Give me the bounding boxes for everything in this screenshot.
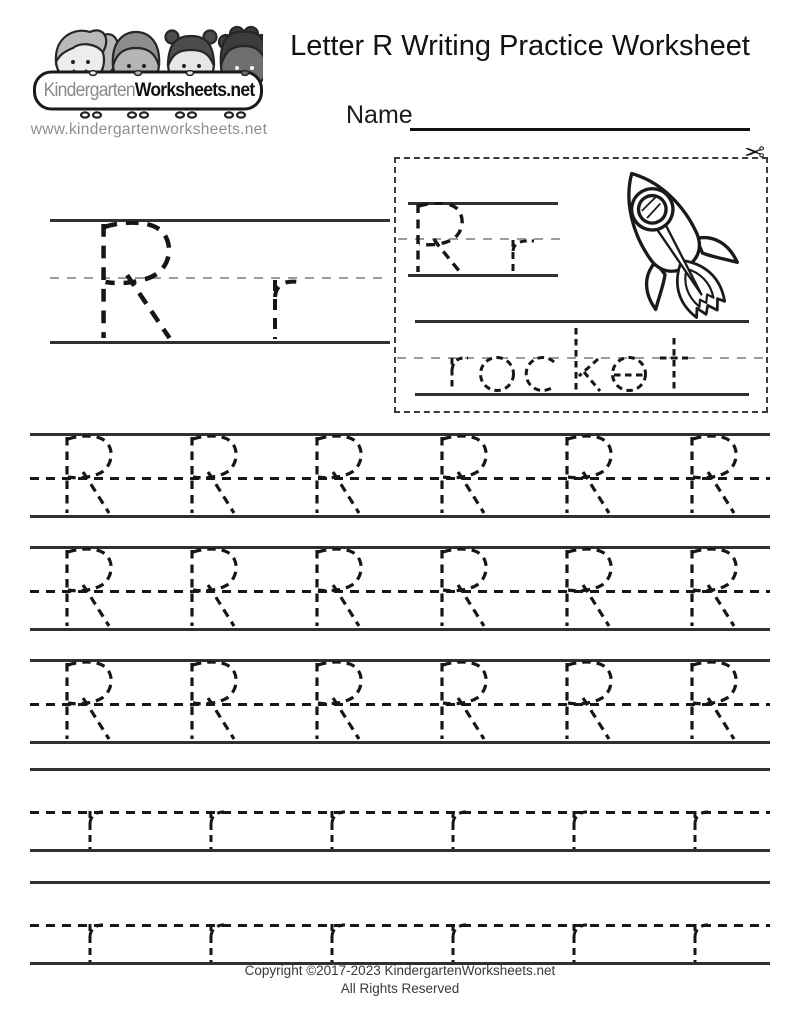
logo-url-text: www.kindergartenworksheets.net <box>30 121 268 138</box>
trace-letter-R <box>182 548 246 628</box>
trace-letter-r <box>81 922 121 963</box>
uppercase-practice-row <box>30 659 770 744</box>
trace-letter-R <box>557 548 621 628</box>
lowercase-practice-row <box>30 768 770 852</box>
trace-letter-r <box>452 358 468 391</box>
trace-letter-R <box>182 435 246 515</box>
trace-letter-R <box>307 548 371 628</box>
rocket-illustration <box>578 158 758 320</box>
copyright-text: Copyright ©2017-2023 KindergartenWorksheets.net <box>244 963 556 978</box>
trace-letter-R <box>182 661 246 741</box>
trace-letter-r <box>202 922 242 963</box>
trace-letter-k <box>576 328 600 391</box>
trace-letter-r <box>81 809 121 850</box>
trace-letter-R <box>408 202 470 274</box>
uppercase-practice-row <box>30 546 770 631</box>
writing-line <box>30 741 770 744</box>
trace-letter-r-large <box>263 277 308 341</box>
trace-letter-r <box>686 922 726 963</box>
rights-text: All Rights Reserved <box>340 981 460 996</box>
page-title: Letter R Writing Practice Worksheet <box>290 30 750 62</box>
trace-letter-R <box>432 435 496 515</box>
trace-letter-r <box>504 238 546 275</box>
name-label: Name <box>346 101 413 129</box>
trace-letter-e <box>613 358 646 391</box>
trace-letter-t <box>660 338 688 391</box>
trace-letter-r <box>686 809 726 850</box>
writing-line <box>30 515 770 518</box>
writing-line <box>30 659 770 662</box>
writing-guide-midline <box>30 590 770 593</box>
writing-line <box>50 341 390 344</box>
trace-letter-r <box>444 922 484 963</box>
trace-letter-R <box>307 435 371 515</box>
writing-guide-midline <box>30 477 770 480</box>
scissors-icon: ✂ <box>744 139 765 167</box>
writing-guide-midline <box>30 924 770 927</box>
trace-letter-r <box>444 809 484 850</box>
writing-guide-midline <box>30 811 770 814</box>
trace-letter-R <box>57 435 121 515</box>
trace-letter-R <box>682 435 746 515</box>
writing-guide-midline <box>30 703 770 706</box>
writing-line <box>415 393 749 396</box>
trace-letter-r <box>323 922 363 963</box>
trace-word-rocket <box>440 322 720 393</box>
writing-line <box>30 546 770 549</box>
trace-letter-R <box>57 548 121 628</box>
trace-letter-r <box>565 809 605 850</box>
trace-letter-c <box>526 358 554 391</box>
trace-letter-R <box>557 435 621 515</box>
trace-letter-r <box>323 809 363 850</box>
writing-line <box>30 849 770 852</box>
trace-letter-R <box>557 661 621 741</box>
trace-letter-R <box>57 661 121 741</box>
trace-letter-r <box>202 809 242 850</box>
trace-letter-R <box>682 548 746 628</box>
trace-letter-R <box>307 661 371 741</box>
trace-letter-r <box>565 922 605 963</box>
trace-letter-o <box>481 358 514 391</box>
logo-wordmark-kindergarten: Kindergarten <box>43 80 135 101</box>
lowercase-practice-row <box>30 881 770 965</box>
writing-line <box>30 881 770 884</box>
trace-letter-R <box>682 661 746 741</box>
writing-line <box>30 433 770 436</box>
logo-wordmark-worksheets: Worksheets.net <box>134 80 255 101</box>
name-write-line <box>410 128 750 131</box>
uppercase-practice-row <box>30 433 770 518</box>
logo-wordmark <box>43 76 255 106</box>
trace-letter-R <box>432 548 496 628</box>
trace-letter-R <box>432 661 496 741</box>
writing-line <box>30 768 770 771</box>
trace-letter-R-large <box>85 221 190 341</box>
writing-line <box>30 628 770 631</box>
